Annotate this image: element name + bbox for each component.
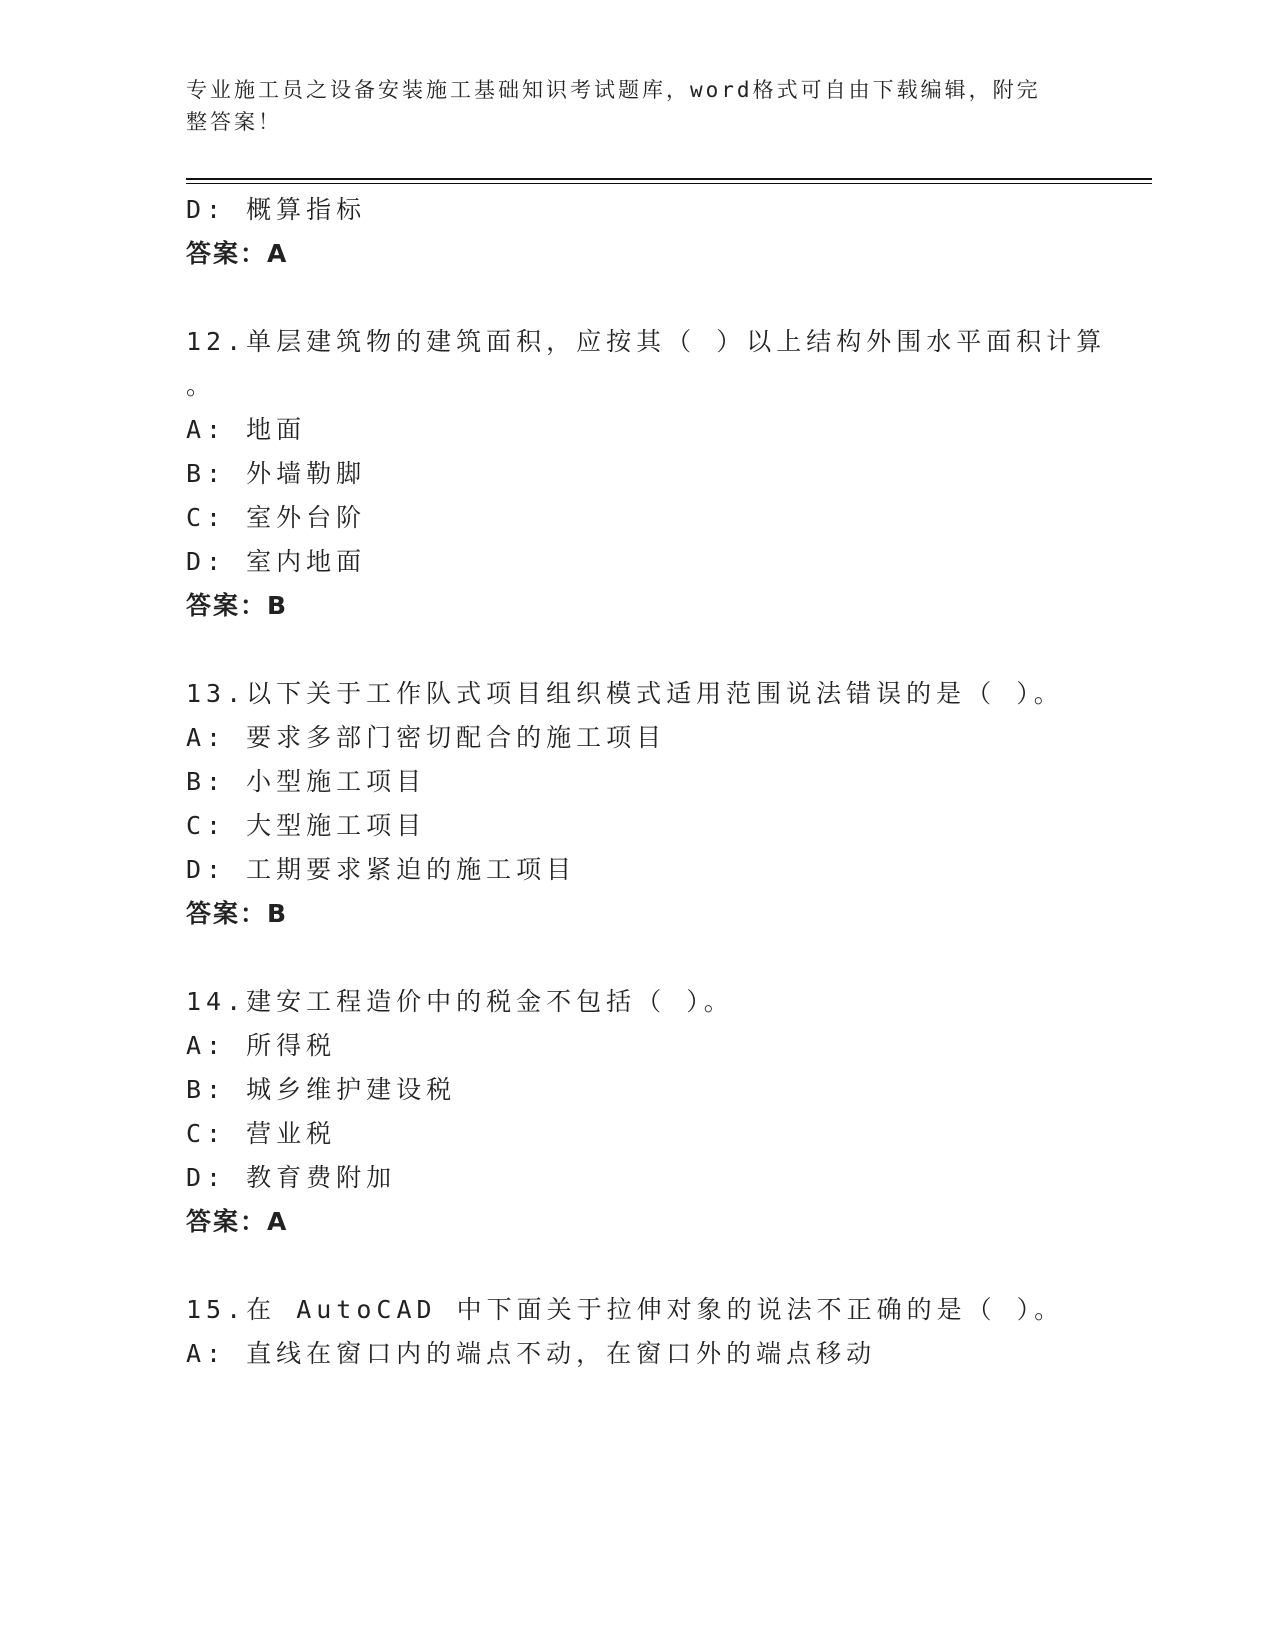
q12-option-a: A: 地面: [186, 415, 307, 444]
q12-option-b: B: 外墙勒脚: [186, 459, 367, 488]
q15-option-a: A: 直线在窗口内的端点不动，在窗口外的端点移动: [186, 1339, 877, 1368]
q14-option-d: D: 教育费附加: [186, 1163, 397, 1192]
header-rule-thin: [186, 183, 1152, 184]
document-header: [186, 74, 1066, 138]
q11-option-d: D: 概算指标: [186, 195, 367, 224]
q14-option-b: B: 城乡维护建设税: [186, 1075, 457, 1104]
q13-stem: 13.以下关于工作队式项目组织模式适用范围说法错误的是（ ）。: [186, 679, 1064, 708]
q14-option-a: A: 所得税: [186, 1031, 337, 1060]
q12-answer: 答案：B: [186, 591, 289, 620]
q13-answer: 答案：B: [186, 899, 289, 928]
header-line-1: 专业施工员之设备安装施工基础知识考试题库，word格式可自由下载编辑，附完: [186, 78, 1041, 102]
header-rule-thick: [186, 178, 1152, 180]
q12-stem: 12.单层建筑物的建筑面积，应按其（ ）以上结构外围水平面积计算: [186, 327, 1107, 356]
q13-option-d: D: 工期要求紧迫的施工项目: [186, 855, 577, 884]
q12-stem-end: 。: [186, 371, 217, 400]
q14-stem: 14.建安工程造价中的税金不包括（ ）。: [186, 987, 734, 1016]
q13-option-a: A: 要求多部门密切配合的施工项目: [186, 723, 667, 752]
q12-option-d: D: 室内地面: [186, 547, 367, 576]
header-line-2: 整答案！: [186, 110, 282, 134]
q11-answer: 答案：A: [186, 239, 289, 268]
q14-answer: 答案：A: [186, 1207, 289, 1236]
q14-option-c: C: 营业税: [186, 1119, 337, 1148]
q15-stem: 15.在 AutoCAD 中下面关于拉伸对象的说法不正确的是（ ）。: [186, 1295, 1065, 1324]
q12-option-c: C: 室外台阶: [186, 503, 367, 532]
q13-option-b: B: 小型施工项目: [186, 767, 427, 796]
q13-option-c: C: 大型施工项目: [186, 811, 427, 840]
